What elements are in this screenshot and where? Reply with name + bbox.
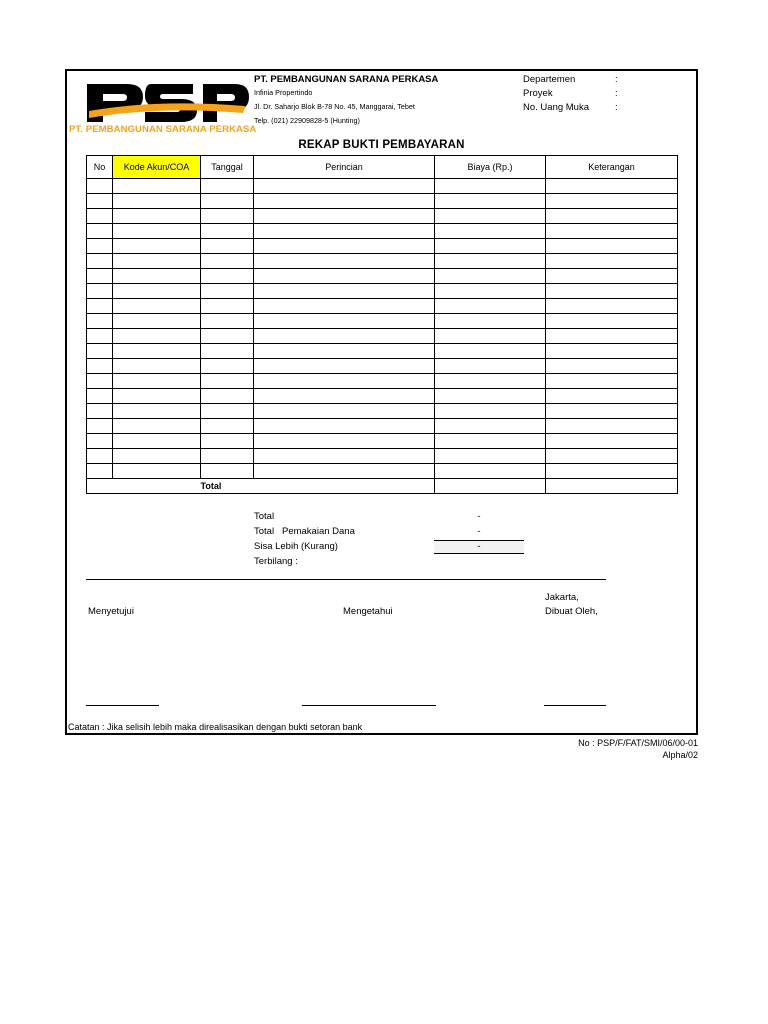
- cell-date[interactable]: [201, 404, 254, 419]
- cell-detail[interactable]: [254, 344, 435, 359]
- cell-note[interactable]: [546, 449, 678, 464]
- total-row-label: Total: [201, 479, 435, 494]
- cell-cost[interactable]: [435, 449, 546, 464]
- cell-cost[interactable]: [435, 209, 546, 224]
- cell-no[interactable]: [87, 239, 113, 254]
- cell-no[interactable]: [87, 299, 113, 314]
- cell-detail[interactable]: [254, 359, 435, 374]
- advance-number-label: No. Uang Muka: [523, 102, 590, 113]
- cell-note[interactable]: [546, 389, 678, 404]
- cell-coa[interactable]: [113, 464, 201, 479]
- cell-cost[interactable]: [435, 359, 546, 374]
- cell-no[interactable]: [87, 269, 113, 284]
- summary-total-value: -: [477, 511, 481, 522]
- cell-date[interactable]: [201, 374, 254, 389]
- cell-date[interactable]: [201, 239, 254, 254]
- cell-note[interactable]: [546, 464, 678, 479]
- cell-cost[interactable]: [435, 464, 546, 479]
- cell-cost[interactable]: [435, 194, 546, 209]
- table-row: [87, 254, 678, 269]
- cell-note[interactable]: [546, 254, 678, 269]
- col-header-date: Tanggal: [201, 156, 254, 179]
- cell-detail[interactable]: [254, 404, 435, 419]
- cell-detail[interactable]: [254, 389, 435, 404]
- cell-coa[interactable]: [113, 404, 201, 419]
- cell-coa[interactable]: [113, 209, 201, 224]
- cell-date[interactable]: [201, 359, 254, 374]
- summary-spelled-label: Terbilang :: [254, 556, 298, 567]
- table-header-row: [87, 156, 678, 179]
- cell-detail[interactable]: [254, 269, 435, 284]
- cell-detail[interactable]: [254, 224, 435, 239]
- cell-coa[interactable]: [113, 254, 201, 269]
- table-row: [87, 404, 678, 419]
- cell-note[interactable]: [546, 284, 678, 299]
- form-title: REKAP BUKTI PEMBAYARAN: [298, 139, 465, 151]
- cell-cost[interactable]: [435, 374, 546, 389]
- total-row-note[interactable]: [546, 479, 678, 494]
- cell-detail[interactable]: [254, 374, 435, 389]
- cell-detail[interactable]: [254, 314, 435, 329]
- prepared-signature-line[interactable]: [544, 705, 606, 706]
- cell-coa[interactable]: [113, 449, 201, 464]
- table-row: [87, 359, 678, 374]
- cell-no[interactable]: [87, 314, 113, 329]
- cell-cost[interactable]: [435, 404, 546, 419]
- table-row: [87, 179, 678, 194]
- table-row: [87, 419, 678, 434]
- cell-coa[interactable]: [113, 374, 201, 389]
- document-revision: Alpha/02: [662, 750, 698, 760]
- cell-detail[interactable]: [254, 329, 435, 344]
- table-row: [87, 329, 678, 344]
- summary-balance: [254, 539, 524, 554]
- cell-coa[interactable]: [113, 419, 201, 434]
- approve-label: Menyetujui: [88, 606, 134, 617]
- cell-cost[interactable]: [435, 239, 546, 254]
- summary-block: [254, 509, 524, 569]
- footnote: Catatan : Jika selisih lebih maka direalisasikan dengan bukti setoran bank: [68, 722, 363, 732]
- cell-note[interactable]: [546, 344, 678, 359]
- cell-cost[interactable]: [435, 299, 546, 314]
- cell-cost[interactable]: [435, 179, 546, 194]
- cell-no[interactable]: [87, 434, 113, 449]
- cell-detail[interactable]: [254, 194, 435, 209]
- place-label: Jakarta,: [545, 592, 579, 603]
- summary-total-label: Total: [254, 511, 275, 522]
- cell-note[interactable]: [546, 434, 678, 449]
- table-row: [87, 284, 678, 299]
- cell-note[interactable]: [546, 239, 678, 254]
- table-row: [87, 449, 678, 464]
- col-header-note: Keterangan: [546, 156, 678, 179]
- meta-department: [523, 73, 673, 87]
- cell-note[interactable]: [546, 179, 678, 194]
- cell-date[interactable]: [201, 434, 254, 449]
- cell-coa[interactable]: [113, 329, 201, 344]
- cell-no[interactable]: [87, 194, 113, 209]
- cell-note[interactable]: [546, 269, 678, 284]
- cell-date[interactable]: [201, 464, 254, 479]
- cell-cost[interactable]: [435, 344, 546, 359]
- cell-coa[interactable]: [113, 299, 201, 314]
- col-header-detail: Perincian: [254, 156, 435, 179]
- cell-note[interactable]: [546, 329, 678, 344]
- cell-detail[interactable]: [254, 254, 435, 269]
- total-row-cost[interactable]: [435, 479, 546, 494]
- document-number: No : PSP/F/FAT/SMI/06/00-01: [578, 738, 698, 748]
- table-row: [87, 464, 678, 479]
- cell-note[interactable]: [546, 299, 678, 314]
- summary-total: [254, 509, 524, 524]
- form-meta: [523, 73, 673, 115]
- cell-date[interactable]: [201, 194, 254, 209]
- cell-detail[interactable]: [254, 239, 435, 254]
- summary-spelled: [254, 554, 524, 569]
- table-body: [87, 179, 678, 479]
- cell-note[interactable]: [546, 314, 678, 329]
- summary-usage-value: -: [477, 526, 481, 537]
- project-colon: :: [615, 88, 618, 99]
- cell-detail[interactable]: [254, 179, 435, 194]
- cell-coa[interactable]: [113, 194, 201, 209]
- summary-balance-label: Sisa Lebih (Kurang): [254, 541, 338, 552]
- cell-detail[interactable]: [254, 209, 435, 224]
- company-name: PT. PEMBANGUNAN SARANA PERKASA: [254, 74, 439, 85]
- table-row: [87, 344, 678, 359]
- prepared-by-label: Dibuat Oleh,: [545, 606, 598, 617]
- cell-date[interactable]: [201, 419, 254, 434]
- cell-no[interactable]: [87, 209, 113, 224]
- cell-coa[interactable]: [113, 359, 201, 374]
- cell-no[interactable]: [87, 404, 113, 419]
- table-row: [87, 314, 678, 329]
- cell-cost[interactable]: [435, 224, 546, 239]
- cell-cost[interactable]: [435, 389, 546, 404]
- company-building: Infinia Propertindo: [254, 88, 313, 97]
- col-header-cost: Biaya (Rp.): [435, 156, 546, 179]
- document-number-block: [578, 737, 698, 761]
- department-colon: :: [615, 74, 618, 85]
- cell-detail[interactable]: [254, 299, 435, 314]
- company-phone: Telp. (021) 22909828-5 (Hunting): [254, 116, 360, 125]
- project-label: Proyek: [523, 88, 553, 99]
- cell-detail[interactable]: [254, 284, 435, 299]
- acknowledge-label: Mengetahui: [343, 606, 393, 617]
- cell-date[interactable]: [201, 344, 254, 359]
- cell-coa[interactable]: [113, 344, 201, 359]
- company-info: [254, 73, 514, 128]
- meta-project: [523, 87, 673, 101]
- cell-no[interactable]: [87, 449, 113, 464]
- company-logo: [67, 75, 257, 139]
- cell-coa[interactable]: [113, 269, 201, 284]
- cell-note[interactable]: [546, 404, 678, 419]
- cell-note[interactable]: [546, 359, 678, 374]
- cell-no[interactable]: [87, 224, 113, 239]
- cell-no[interactable]: [87, 344, 113, 359]
- cell-date[interactable]: [201, 389, 254, 404]
- cell-no[interactable]: [87, 389, 113, 404]
- cell-no[interactable]: [87, 419, 113, 434]
- cell-cost[interactable]: [435, 269, 546, 284]
- cell-cost[interactable]: [435, 284, 546, 299]
- cell-note[interactable]: [546, 374, 678, 389]
- cell-coa[interactable]: [113, 284, 201, 299]
- cell-note[interactable]: [546, 209, 678, 224]
- summary-usage: [254, 524, 524, 539]
- advance-number-colon: :: [615, 102, 618, 113]
- summary-usage-label: Total Pemakaian Dana: [254, 526, 355, 537]
- cell-detail[interactable]: [254, 464, 435, 479]
- cell-no[interactable]: [87, 284, 113, 299]
- cell-coa[interactable]: [113, 389, 201, 404]
- department-label: Departemen: [523, 74, 576, 85]
- cell-coa[interactable]: [113, 314, 201, 329]
- logo-caption: PT. PEMBANGUNAN SARANA PERKASA: [69, 124, 257, 135]
- cell-date[interactable]: [201, 284, 254, 299]
- cell-note[interactable]: [546, 224, 678, 239]
- cell-detail[interactable]: [254, 449, 435, 464]
- cell-no[interactable]: [87, 179, 113, 194]
- table-row: [87, 194, 678, 209]
- acknowledge-signature-line[interactable]: [302, 705, 436, 706]
- cell-detail[interactable]: [254, 434, 435, 449]
- cell-cost[interactable]: [435, 314, 546, 329]
- summary-balance-value: -: [434, 540, 524, 554]
- cell-date[interactable]: [201, 209, 254, 224]
- cell-date[interactable]: [201, 449, 254, 464]
- cell-coa[interactable]: [113, 179, 201, 194]
- cell-date[interactable]: [201, 269, 254, 284]
- meta-advance-number: [523, 101, 673, 115]
- cell-coa[interactable]: [113, 224, 201, 239]
- section-divider: [86, 579, 606, 580]
- table-row: [87, 434, 678, 449]
- cell-date[interactable]: [201, 224, 254, 239]
- cell-date[interactable]: [201, 314, 254, 329]
- payment-table: [86, 155, 678, 494]
- cell-no[interactable]: [87, 374, 113, 389]
- payment-recap-form: [65, 69, 698, 735]
- approve-signature-line[interactable]: [86, 705, 159, 706]
- cell-no[interactable]: [87, 329, 113, 344]
- cell-note[interactable]: [546, 419, 678, 434]
- cell-no[interactable]: [87, 254, 113, 269]
- cell-note[interactable]: [546, 194, 678, 209]
- cell-date[interactable]: [201, 254, 254, 269]
- company-address: Jl. Dr. Saharjo Blok B-78 No. 45, Manggarai, Tebet: [254, 102, 415, 111]
- cell-coa[interactable]: [113, 239, 201, 254]
- table-row: [87, 239, 678, 254]
- cell-cost[interactable]: [435, 254, 546, 269]
- cell-coa[interactable]: [113, 434, 201, 449]
- cell-detail[interactable]: [254, 419, 435, 434]
- table-row: [87, 269, 678, 284]
- cell-cost[interactable]: [435, 434, 546, 449]
- table-row: [87, 224, 678, 239]
- table-row: [87, 374, 678, 389]
- cell-date[interactable]: [201, 179, 254, 194]
- cell-date[interactable]: [201, 329, 254, 344]
- cell-no[interactable]: [87, 359, 113, 374]
- table-total-row: [87, 479, 678, 494]
- cell-no[interactable]: [87, 464, 113, 479]
- col-header-no: No: [87, 156, 113, 179]
- table-row: [87, 389, 678, 404]
- cell-cost[interactable]: [435, 419, 546, 434]
- col-header-coa: Kode Akun/COA: [113, 156, 201, 179]
- cell-date[interactable]: [201, 299, 254, 314]
- cell-cost[interactable]: [435, 329, 546, 344]
- table-row: [87, 299, 678, 314]
- total-row-lead: [87, 479, 201, 494]
- table-row: [87, 209, 678, 224]
